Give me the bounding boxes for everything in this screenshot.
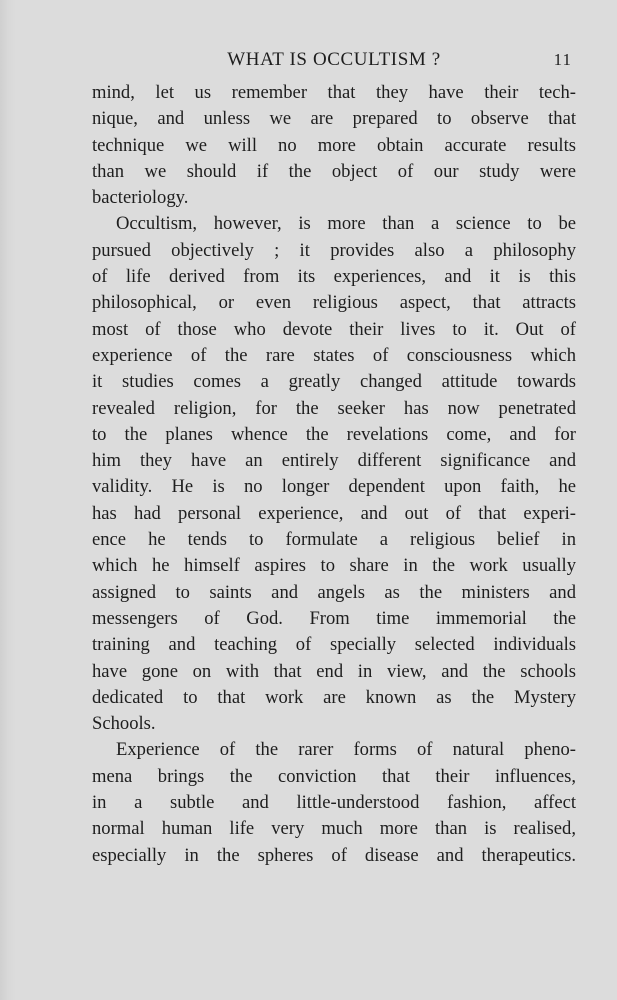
text-line: philosophical, or even religious aspect, that attracts [92, 292, 576, 314]
text-line: training and teaching of specially selected individuals [92, 634, 576, 656]
running-title: WHAT IS OCCULTISM ? [227, 49, 441, 70]
text-line: assigned to saints and angels as the ministers and [92, 581, 576, 603]
text-line: validity. He is no longer dependent upon faith, he [92, 476, 576, 498]
text-line: messengers of God. From time immemorial the [92, 607, 576, 629]
text-line: pursued objectively ; it provides also a philosophy [92, 239, 576, 261]
text-line: especially in the spheres of disease and therapeutics. [92, 844, 576, 866]
text-line: it studies comes a greatly changed attitude towards [92, 371, 576, 393]
text-line: of life derived from its experiences, and it is this [92, 266, 576, 288]
text-line: nique, and unless we are prepared to observe that [92, 108, 576, 130]
text-line: mind, let us remember that they have their tech- [92, 82, 576, 103]
text-line: most of those who devote their lives to it. Out of [92, 318, 576, 340]
text-line: mena brings the conviction that their influences, [92, 765, 576, 787]
text-line: him they have an entirely different significance and [92, 450, 576, 472]
text-line: revealed religion, for the seeker has now penetrated [92, 397, 576, 419]
page-header [92, 46, 576, 74]
text-line: ence he tends to formulate a religious belief in [92, 529, 576, 551]
paragraph [92, 80, 576, 211]
text-line: dedicated to that work are known as the Mystery [92, 686, 576, 708]
text-line: Schools. [92, 713, 156, 735]
text-line: which he himself aspires to share in the work usually [92, 555, 576, 577]
paragraph [92, 737, 576, 868]
text-line: normal human life very much more than is realised, [92, 818, 576, 840]
text-line: experience of the rare states of consciousness which [92, 344, 576, 366]
body-text [92, 80, 576, 869]
text-line: Occultism, however, is more than a science to be [116, 213, 576, 235]
text-line: bacteriology. [92, 187, 189, 209]
text-line: technique we will no more obtain accurate results [92, 134, 576, 156]
text-line: have gone on with that end in view, and the schools [92, 660, 576, 682]
text-line: in a subtle and little-understood fashion, affect [92, 792, 576, 814]
page-number: 11 [553, 50, 572, 69]
text-line: than we should if the object of our study were [92, 160, 576, 182]
text-line: has had personal experience, and out of that experi- [92, 502, 576, 524]
text-line: Experience of the rarer forms of natural pheno- [116, 739, 576, 761]
text-line: to the planes whence the revelations come, and for [92, 423, 576, 445]
paragraph [92, 211, 576, 737]
